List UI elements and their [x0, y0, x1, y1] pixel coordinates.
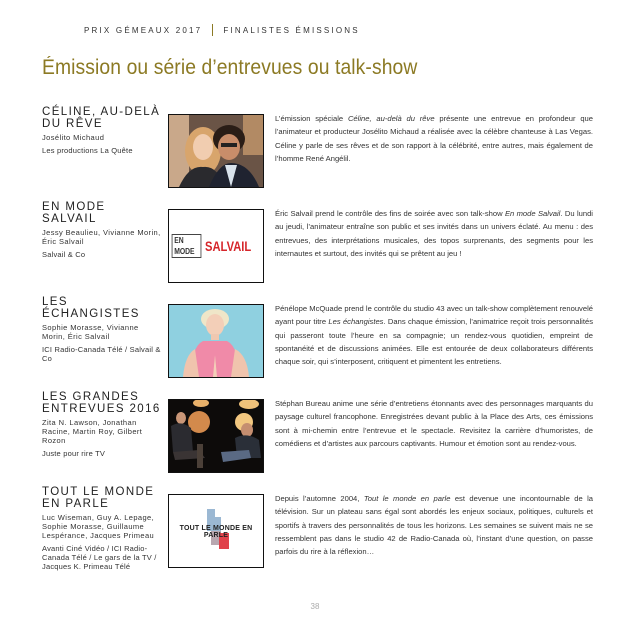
show-name: LES GRANDES ENTREVUES 2016: [42, 391, 161, 415]
description-title-italic: En mode Salvail: [504, 209, 561, 218]
show-name: LES ÉCHANGISTES: [42, 296, 140, 320]
show-name: TOUT LE MONDE EN PARLE: [42, 486, 155, 510]
show-description: [275, 397, 593, 450]
description-text: est devenue une incontournable de la télévision. Sur un plateau sans égal sont abordés les enjeux sociaux, politiques, culturels et sportifs à travers des personnalités de tous les horizons. Les semaines se suivent mais ne se ressemblent pas dans le studio 42 de Radio-Canada où, l’instant d’une question, on passe parfois du rire à la réflexion…: [275, 494, 593, 557]
description-title-italic: Céline, au-delà du rêve: [347, 114, 435, 123]
show-people: Zita N. Lawson, Jonathan Racine, Martin Roy, Gilbert Rozon: [42, 418, 143, 445]
logo-text: TOUT LE MONDE EN PARLE: [179, 525, 253, 539]
header-event: PRIX GÉMEAUX 2017: [84, 25, 203, 35]
show-production: ICI Radio-Canada Télé / Salvail & Co: [42, 345, 161, 363]
tout-le-monde-en-parle-logo-icon: [169, 495, 263, 567]
description-text: . Dans chaque émission, l’animatrice reçoit trois personnalités qui passeront toute l’heure en sa compagnie; un rendez-vous quotidien, empreint de spontanéité et de discussions animées. Elle est entourée de deux collaborateurs différents chaque soir, qui s’interposent, critiquent et pimentent les entretiens.: [275, 317, 593, 367]
show-production: Avanti Ciné Vidéo / ICI Radio-Canada Télé / Le gars de la TV / Jacques K. Primeau Télé: [42, 544, 157, 571]
show-logo: [168, 209, 264, 283]
logo-part-2: SALVAIL: [205, 238, 252, 254]
show-people: Josélito Michaud: [42, 133, 105, 142]
page-number: 38: [310, 602, 320, 611]
page-title: Émission ou série d’entrevues ou talk-show: [42, 56, 418, 79]
show-logo: [168, 494, 264, 568]
show-description: [275, 112, 593, 165]
show-photo: [168, 114, 264, 188]
interview-stage-photo-icon: [169, 400, 263, 472]
description-text: Depuis l’automne 2004,: [275, 494, 364, 503]
nominee-entry: [42, 391, 593, 481]
show-photo: [168, 304, 264, 378]
header-divider: [212, 24, 213, 36]
header-section: FINALISTES ÉMISSIONS: [223, 25, 360, 35]
show-description: [275, 302, 593, 368]
show-description: [275, 492, 593, 558]
description-text: présente une entrevue en profondeur que l’animateur et producteur Josélito Michaud a réalisée avec la célèbre chanteuse à Las Vegas. Céline y parle de ses rêves et de son rapport à la célébrité, entre autres, mais également de l’homme René Angélil.: [275, 114, 593, 163]
nominee-entry: [42, 106, 593, 196]
description-text: Pénélope McQuade prend le contrôle du studio 43 avec un talk-show complètement renouvelé ayant pour titre: [275, 304, 593, 327]
nominee-entry: [42, 486, 593, 596]
show-people: Sophie Morasse, Vivianne Morin, Éric Salvail: [42, 323, 139, 341]
show-description: [275, 207, 593, 260]
show-production: Les productions La Quête: [42, 146, 133, 155]
show-production: Salvail & Co: [42, 250, 86, 259]
celine-photo-icon: [169, 115, 263, 187]
show-people: Jessy Beaulieu, Vivianne Morin, Éric Salvail: [42, 228, 161, 246]
description-text: Éric Salvail prend le contrôle des fins de soirée avec son talk-show: [275, 209, 505, 218]
logo-part-1: EN MODE: [172, 234, 202, 258]
nominee-entry: [42, 296, 593, 386]
penelope-photo-icon: [169, 305, 263, 377]
description-text: L’émission spéciale: [275, 114, 348, 123]
nominee-entry: [42, 201, 593, 291]
en-mode-salvail-logo-icon: [169, 210, 263, 282]
description-title-italic: Les échangistes: [328, 317, 384, 327]
show-name: CÉLINE, AU-DELÀ DU RÊVE: [42, 106, 161, 130]
show-production: Juste pour rire TV: [42, 449, 106, 458]
show-photo: [168, 399, 264, 473]
show-name: EN MODE SALVAIL: [42, 201, 106, 225]
page-header: [84, 24, 360, 36]
description-text: Stéphan Bureau anime une série d’entretiens étonnants avec des personnages marquants du paysage culturel francophone. Enregistrées devant public à la Place des Arts, ces émissions sont à mi-chemin entre l’entrevue et le spectacle. Revisitez la carrière d’humoristes, de comédiens et d’artistes aux parcours captivants. Humour et émotion sont au rendez-vous.: [275, 399, 593, 448]
description-title-italic: Tout le monde en parle: [363, 494, 451, 503]
show-people: Luc Wiseman, Guy A. Lepage, Sophie Morasse, Guillaume Lespérance, Jacques Primeau: [42, 513, 155, 540]
description-text: . Du lundi au jeudi, l’animateur entraîne son public et ses invités dans un univers éclaté. Au menu : des entrevues, des interprétations musicales, des topos surprenants, des segments pour les internautes et surtout, des invités qui se prêtent au jeu !: [275, 209, 593, 258]
